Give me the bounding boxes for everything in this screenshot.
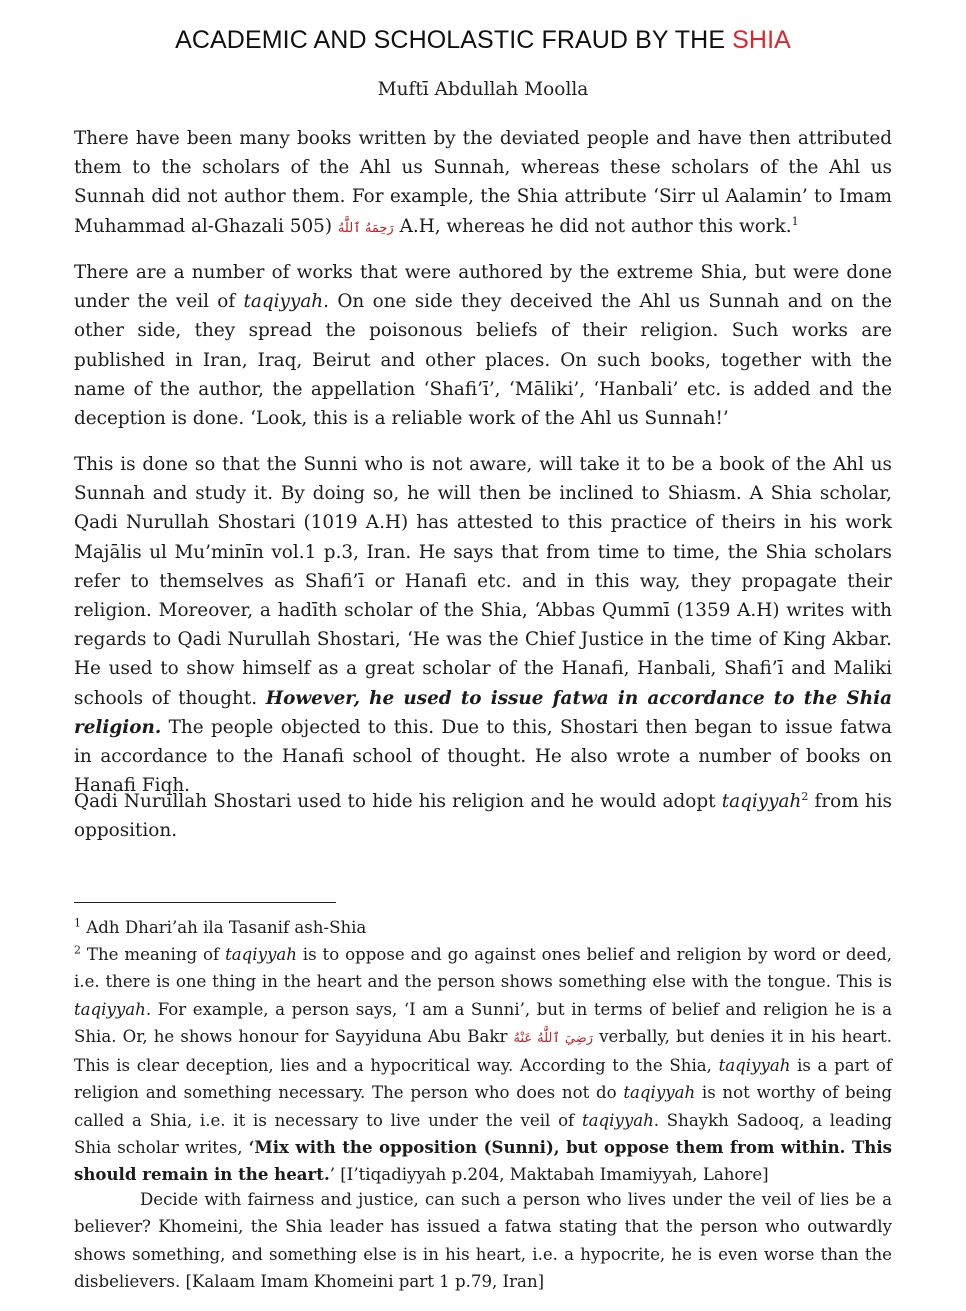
honorific-rahimahullah: رَحِمَهُ ٱللَّٰهُ [337,220,394,236]
term-taqiyyah: taqiyyah [721,791,802,812]
footnote-divider [74,902,336,903]
paragraph-4: Qadi Nurullah Shostari used to hide his religion and he would adopt taqiyyah$^2$ from his opposition. [74,789,892,842]
footnote-ref-2: 2 [801,789,809,803]
author-name: Muftī Abdullah Moolla [377,79,589,100]
page-title [0,26,966,55]
emphasis-quote: However, he used to issue fatwa in accordance to the Shia religion. [74,687,892,738]
paragraph-1: There have been many books written by the deviated people and have then attributed them to the scholars of the Ahl us Sunnah, whereas these scholars of the Ahl us Sunnah did not author them. For example, the Shia attribute ‘Sirr ul Aalamin’ to Imam Muhammad al-Ghazali رَحِمَهُ ٱللَّٰهُ (505 A.H, whereas he did not author this work.$^1$ [74,128,892,237]
footnote-1: $^1$ Adh Dhari’ah ila Tasanif ash-Shia [74,916,367,937]
term-taqiyyah: taqiyyah [243,291,324,313]
footnote-2: $^2$ The meaning of taqiyyah is to oppose and go against ones belief and religion by word or deed, i.e. there is one thing in the heart and the person shows something else with the tongue. This is taqiyyah. For example, a person says, ‘I am a Sunni’, but in terms of belief and religion he is a Shia. Or, he shows honour for Sayyiduna Abu Bakr رَضِيَ ٱللَّٰهُ عَنْهُ verbally, but denies it in his heart. This is clear deception, lies and a hypocritical way. According to the Shia, taqiyyah is a part of religion and something necessary. The person who does not do taqiyyah is not worthy of being called a Shia, i.e. it is necessary to live under the veil of taqiyyah. Shaykh Sadooq, a leading Shia scholar writes, ‘Mix with the opposition (Sunni), but oppose them from within. This should remain in the heart.’ [I’tiqadiyyah p.204, Maktabah Imamiyyah, Lahore] [74,943,893,1185]
footnote-ref-1: 1 [791,214,799,228]
footnote-2-continued: Decide with fairness and justice, can such a person who lives under the veil of lies be a believer? Khomeini, the Shia leader has issued a fatwa stating that the person who outwardly shows something, and something else is in his heart, i.e. a hypocrite, he is even worse than the disbelievers. [Kalaam Imam Khomeini part 1 p.79, Iran] [74,1190,892,1291]
title-accent: SHIA [732,26,791,54]
paragraph-2: There are a number of works that were authored by the extreme Shia, but were done under the veil of taqiyyah. On one side they deceived the Ahl us Sunnah and on the other side, they spread the poisonous beliefs of their religion. Such works are published in Iran, Iraq, Beirut and other places. On such books, together with the name of the author, the appellation ‘Shafi’ī’, ‘Māliki’, ‘Hanbali’ etc. is added and the deception is done. ‘Look, this is a reliable work of the Ahl us Sunnah!’ [74,262,892,430]
paragraph-3: This is done so that the Sunni who is not aware, will take it to be a book of the Ahl us Sunnah and study it. By doing so, he will then be inclined to Shiasm. A Shia scholar, Qadi Nurullah Shostari (1019 A.H) has attested to this practice of theirs in his work Majālis ul Mu’minīn vol.1 p.3, Iran. He says that from time to time, the Shia scholars refer to themselves as Shafi’ī or Hanafi etc. and in this way, they propagate their religion. Moreover, a hadīth scholar of the Shia, ‘Abbas Qummī (1359 A.H) writes with regards to Qadi Nurullah Shostari, ‘He was the Chief Justice in the time of King Akbar. He used to show himself as a great scholar of the Hanafi, Hanbali, Shafi’ī and Maliki schools of thought. However, he used to issue fatwa in accordance to the Shia religion. The people objected to this. Due to this, Shostari then began to issue fatwa in accordance to the Hanafi school of thought. He also wrote a number of books on Hanafi Fiqh. [74,454,892,797]
honorific-radiyallahu: رَضِيَ ٱللَّٰهُ عَنْهُ [513,1030,594,1046]
bold-quote: ‘Mix with the opposition (Sunni), but oppose them from within. This should remain in the heart. [74,1137,893,1185]
title-main: ACADEMIC AND SCHOLASTIC FRAUD BY THE [175,26,733,54]
